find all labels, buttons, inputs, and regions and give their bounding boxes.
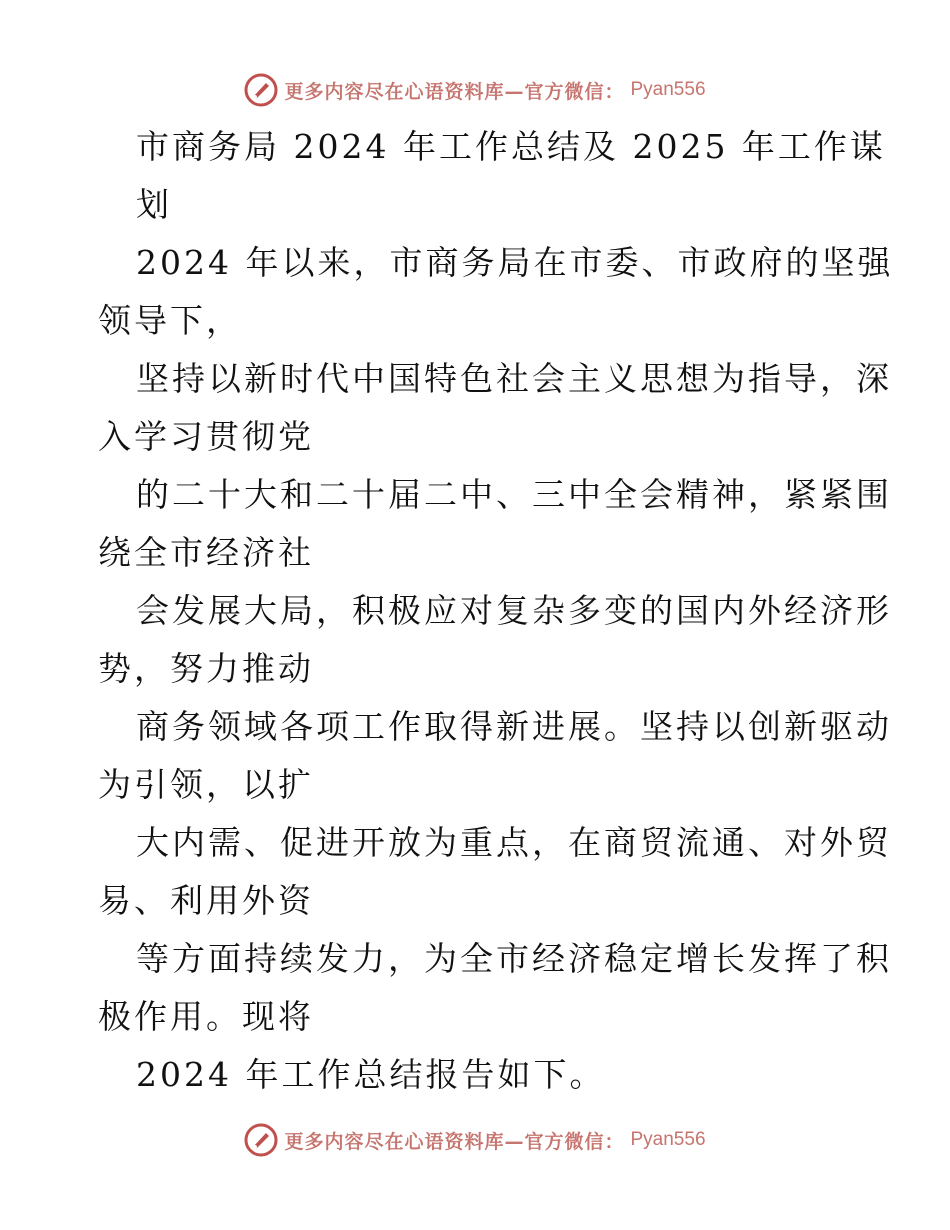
paragraph-line: 2024 年工作总结报告如下。 bbox=[136, 1055, 606, 1094]
paragraph-line: 势，努力推动 bbox=[98, 649, 314, 688]
paragraph-line: 会发展大局，积极应对复杂多变的国内外经济形 bbox=[136, 591, 892, 630]
paragraph-line: 2024 年以来，市商务局在市委、市政府的坚强 bbox=[136, 243, 894, 282]
paragraph-line: 坚持以新时代中国特色社会主义思想为指导，深 bbox=[136, 359, 892, 398]
title-line-1: 市商务局 2024 年工作总结及 2025 年工作谋 bbox=[136, 127, 886, 166]
paragraph-line: 易、利用外资 bbox=[98, 881, 314, 920]
watermark-text: 更多内容尽在心语资料库—官方微信： bbox=[284, 80, 625, 103]
paragraph-line: 为引领，以扩 bbox=[98, 765, 314, 804]
header-watermark-banner bbox=[0, 70, 950, 110]
title-line-2: 划 bbox=[136, 185, 172, 224]
watermark-text: 更多内容尽在心语资料库—官方微信： bbox=[284, 1130, 625, 1153]
paragraph-line: 商务领域各项工作取得新进展。坚持以创新驱动 bbox=[136, 707, 892, 746]
paragraph-line: 领导下， bbox=[98, 301, 242, 340]
paragraph-line: 入学习贯彻党 bbox=[98, 417, 314, 456]
watermark-wechat-id: Pyan556 bbox=[630, 79, 706, 100]
document-body bbox=[98, 118, 894, 1104]
paragraph-line: 绕全市经济社 bbox=[98, 533, 314, 572]
watermark-wechat-id: Pyan556 bbox=[630, 1129, 706, 1150]
paragraph-line: 极作用。现将 bbox=[98, 997, 314, 1036]
paragraph-line: 等方面持续发力，为全市经济稳定增长发挥了积 bbox=[136, 939, 892, 978]
footer-watermark-banner bbox=[0, 1120, 950, 1160]
paragraph-line: 大内需、促进开放为重点，在商贸流通、对外贸 bbox=[136, 823, 892, 862]
paragraph-line: 的二十大和二十届二中、三中全会精神，紧紧围 bbox=[136, 475, 892, 514]
pen-nib-logo-icon bbox=[244, 1123, 278, 1157]
pen-nib-logo-icon bbox=[244, 73, 278, 107]
